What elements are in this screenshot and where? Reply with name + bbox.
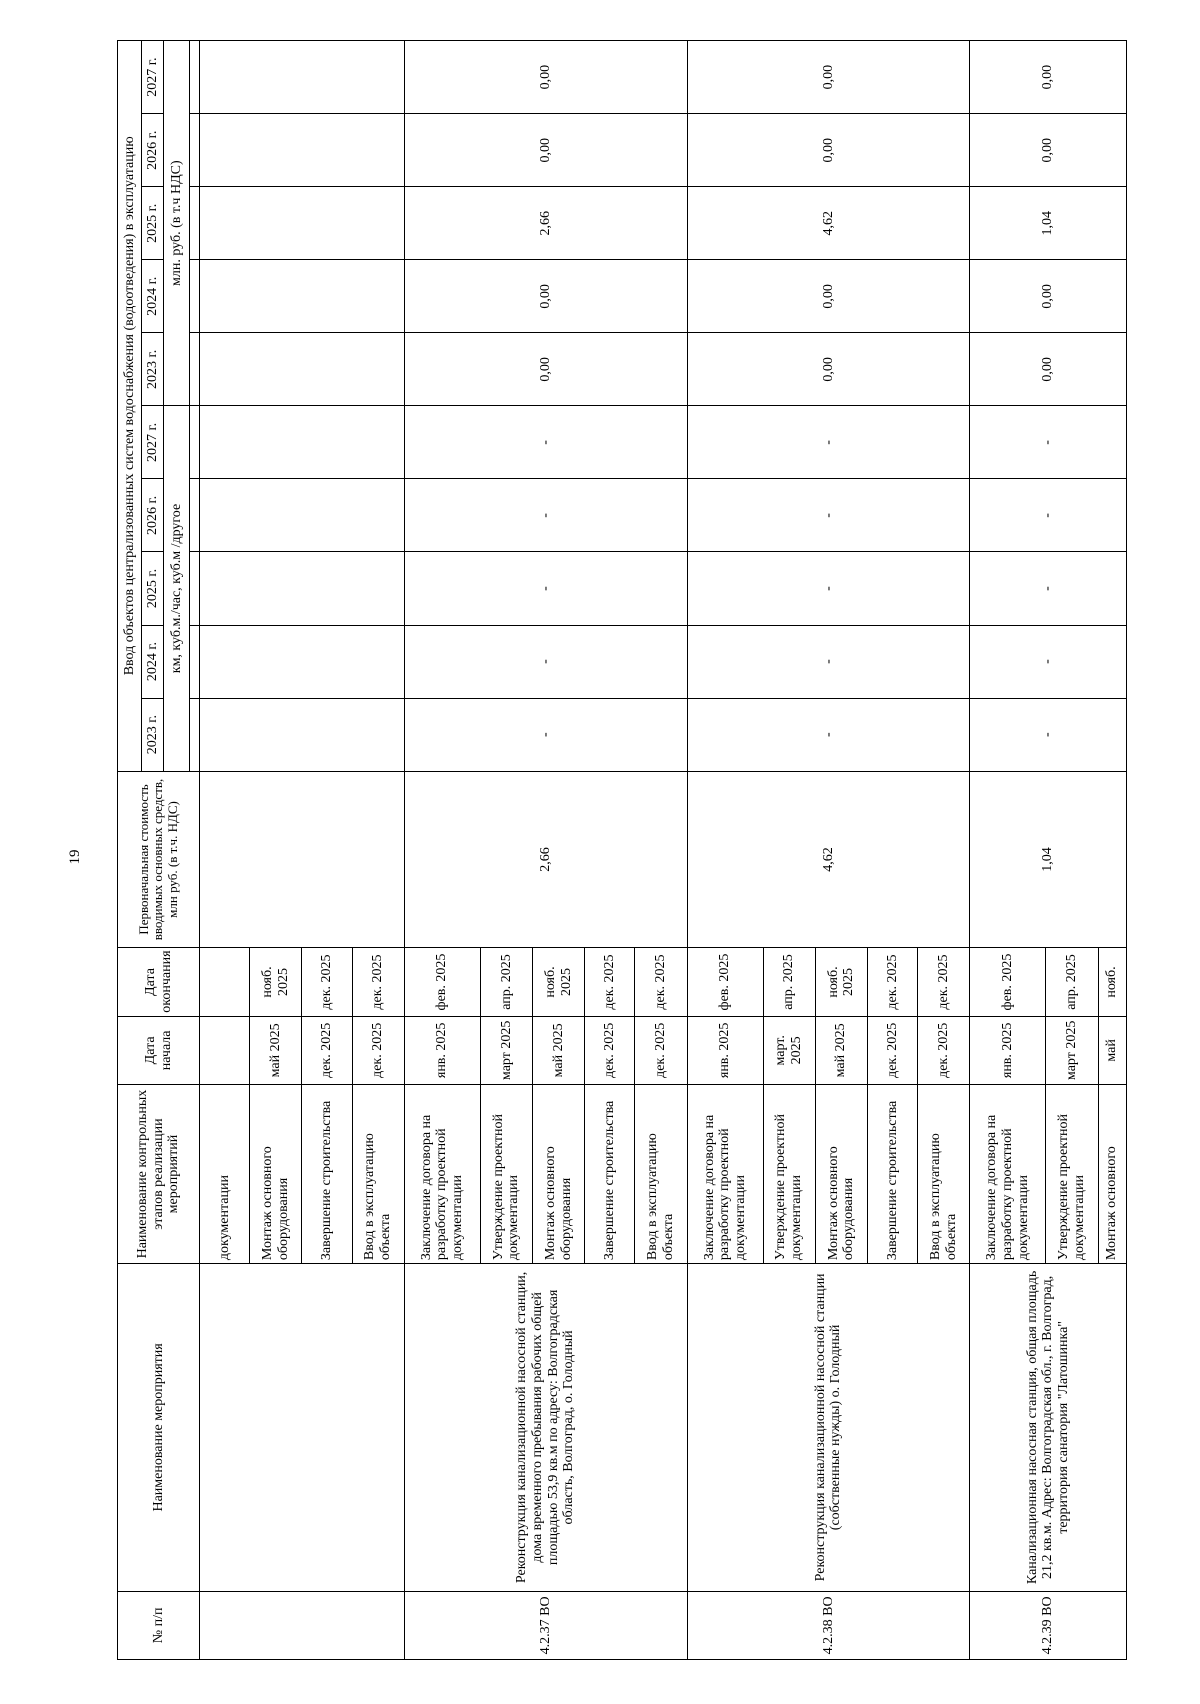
stage-cell: Завершение строительства bbox=[585, 1085, 635, 1264]
phys-value: - bbox=[970, 625, 1127, 698]
money-value: 0,00 bbox=[687, 114, 970, 187]
money-value: 0,00 bbox=[404, 333, 687, 406]
phys-value: - bbox=[687, 406, 970, 479]
start-date: янв. 2025 bbox=[687, 1016, 763, 1084]
end-date: фев. 2025 bbox=[970, 948, 1046, 1016]
end-date: нояб. 2025 bbox=[815, 948, 867, 1016]
money-value: 0,00 bbox=[404, 114, 687, 187]
stage-cell: Утверждение проектной документации bbox=[763, 1085, 815, 1264]
header-num: № п/п bbox=[118, 1591, 200, 1659]
start-date: дек. 2025 bbox=[635, 1016, 687, 1084]
money-value: 0,00 bbox=[687, 333, 970, 406]
header-cost: Первоначальная стоимость вводимых основных средств, млн руб. (в т.ч. НДС) bbox=[118, 771, 200, 948]
money-value: 0,00 bbox=[970, 41, 1127, 114]
item-name: Реконструкция канализационной насосной станции, дома временного пребывания рабочих общей площадью 53,9 кв.м по адресу: Волгоградская область, Волгоград, о. Голодный bbox=[404, 1264, 687, 1592]
start-date: май bbox=[1098, 1016, 1127, 1084]
item-cost: 4,62 bbox=[687, 771, 970, 948]
start-date: дек. 2025 bbox=[867, 1016, 917, 1084]
money-value: 0,00 bbox=[687, 260, 970, 333]
item-number: 4.2.37 ВО bbox=[404, 1591, 687, 1659]
money-value: 4,62 bbox=[687, 187, 970, 260]
table-row bbox=[970, 41, 1046, 1660]
year-col: 2024 г. bbox=[142, 625, 164, 698]
money-value: 0,00 bbox=[404, 260, 687, 333]
phys-value: - bbox=[404, 479, 687, 552]
item-number: 4.2.39 ВО bbox=[970, 1591, 1127, 1659]
header-name: Наименование мероприятия bbox=[118, 1264, 200, 1592]
year-col: 2024 г. bbox=[142, 260, 164, 333]
item-cost: 1,04 bbox=[970, 771, 1127, 948]
item-name: Реконструкция канализационной насосной станции (собственные нужды) о. Голодный bbox=[687, 1264, 970, 1592]
table-row bbox=[404, 41, 480, 1660]
start-date: март 2025 bbox=[1046, 1016, 1098, 1084]
phys-value: - bbox=[687, 698, 970, 771]
stage-cell: Завершение строительства bbox=[302, 1085, 352, 1264]
start-date: дек. 2025 bbox=[352, 1016, 404, 1084]
stage-cell: Ввод в эксплуатацию объекта bbox=[635, 1085, 687, 1264]
phys-value: - bbox=[970, 698, 1127, 771]
end-date: дек. 2025 bbox=[352, 948, 404, 1016]
stage-cell: Утверждение проектной документации bbox=[480, 1085, 532, 1264]
end-date: дек. 2025 bbox=[302, 948, 352, 1016]
phys-value: - bbox=[404, 552, 687, 625]
end-date: дек. 2025 bbox=[585, 948, 635, 1016]
end-date: дек. 2025 bbox=[867, 948, 917, 1016]
end-date: нояб. 2025 bbox=[532, 948, 584, 1016]
item-number: 4.2.38 ВО bbox=[687, 1591, 970, 1659]
item-cost: 2,66 bbox=[404, 771, 687, 948]
stage-cell: документации bbox=[200, 1085, 250, 1264]
stage-cell: Монтаж основного оборудования bbox=[250, 1085, 302, 1264]
phys-value: - bbox=[404, 406, 687, 479]
phys-value: - bbox=[404, 625, 687, 698]
end-date: апр. 2025 bbox=[480, 948, 532, 1016]
stage-cell: Заключение договора на разработку проектной документации bbox=[404, 1085, 480, 1264]
stage-cell: Заключение договора на разработку проектной документации bbox=[687, 1085, 763, 1264]
end-date: дек. 2025 bbox=[635, 948, 687, 1016]
stage-cell: Завершение строительства bbox=[867, 1085, 917, 1264]
stage-cell: Монтаж основного оборудования bbox=[532, 1085, 584, 1264]
phys-value: - bbox=[970, 552, 1127, 625]
phys-value: - bbox=[687, 479, 970, 552]
header-group: Ввод объектов централизованных систем водоснабжения (водоотведения) в эксплуатацию bbox=[118, 41, 142, 772]
money-value: 0,00 bbox=[687, 41, 970, 114]
start-date: дек. 2025 bbox=[302, 1016, 352, 1084]
end-date: дек. 2025 bbox=[918, 948, 970, 1016]
year-col: 2026 г. bbox=[142, 114, 164, 187]
money-value: 2,66 bbox=[404, 187, 687, 260]
end-date: фев. 2025 bbox=[687, 948, 763, 1016]
stage-cell: Ввод в эксплуатацию объекта bbox=[918, 1085, 970, 1264]
end-date: нояб. bbox=[1098, 948, 1127, 1016]
phys-value: - bbox=[404, 698, 687, 771]
phys-value: - bbox=[970, 406, 1127, 479]
year-col: 2027 г. bbox=[142, 41, 164, 114]
end-date: апр. 2025 bbox=[763, 948, 815, 1016]
start-date: янв. 2025 bbox=[970, 1016, 1046, 1084]
start-date: май 2025 bbox=[250, 1016, 302, 1084]
end-date: нояб. 2025 bbox=[250, 948, 302, 1016]
year-col: 2025 г. bbox=[142, 552, 164, 625]
phys-value: - bbox=[687, 552, 970, 625]
end-date: апр. 2025 bbox=[1046, 948, 1098, 1016]
header-stages: Наименование контрольных этапов реализации мероприятий bbox=[118, 1085, 200, 1264]
investment-table bbox=[117, 40, 1127, 1660]
header-start: Дата начала bbox=[118, 1016, 200, 1084]
start-date: май 2025 bbox=[532, 1016, 584, 1084]
header-end: Дата окончания bbox=[118, 948, 200, 1016]
stage-cell: Заключение договора на разработку проектной документации bbox=[970, 1085, 1046, 1264]
table-row bbox=[687, 41, 763, 1660]
money-value: 0,00 bbox=[970, 333, 1127, 406]
stage-cell: Ввод в эксплуатацию объекта bbox=[352, 1085, 404, 1264]
stage-cell: Монтаж основного оборудования bbox=[815, 1085, 867, 1264]
start-date: дек. 2025 bbox=[585, 1016, 635, 1084]
start-date: янв. 2025 bbox=[404, 1016, 480, 1084]
phys-value: - bbox=[970, 479, 1127, 552]
unit-money: млн. руб. (в т.ч НДС) bbox=[164, 41, 190, 406]
money-value: 0,00 bbox=[970, 260, 1127, 333]
end-date: фев. 2025 bbox=[404, 948, 480, 1016]
unit-phys: км, куб.м./час, куб.м /другое bbox=[164, 406, 190, 771]
money-value: 1,04 bbox=[970, 187, 1127, 260]
stage-cell: Монтаж основного bbox=[1098, 1085, 1127, 1264]
year-col: 2025 г. bbox=[142, 187, 164, 260]
rotated-table-wrapper bbox=[117, 40, 1127, 1660]
year-col: 2023 г. bbox=[142, 698, 164, 771]
year-col: 2027 г. bbox=[142, 406, 164, 479]
start-date: дек. 2025 bbox=[918, 1016, 970, 1084]
start-date: май 2025 bbox=[815, 1016, 867, 1084]
year-col: 2026 г. bbox=[142, 479, 164, 552]
start-date: март. 2025 bbox=[763, 1016, 815, 1084]
money-value: 0,00 bbox=[970, 114, 1127, 187]
item-name: Канализационная насосная станция, общая площадь 21,2 кв.м. Адрес: Волгоградская обл., г. Волгоград, территория санатория "Латошинка" bbox=[970, 1264, 1127, 1592]
money-value: 0,00 bbox=[404, 41, 687, 114]
phys-value: - bbox=[687, 625, 970, 698]
year-col: 2023 г. bbox=[142, 333, 164, 406]
start-date: март 2025 bbox=[480, 1016, 532, 1084]
stage-cell: Утверждение проектной документации bbox=[1046, 1085, 1098, 1264]
page-number: 19 bbox=[67, 849, 83, 865]
